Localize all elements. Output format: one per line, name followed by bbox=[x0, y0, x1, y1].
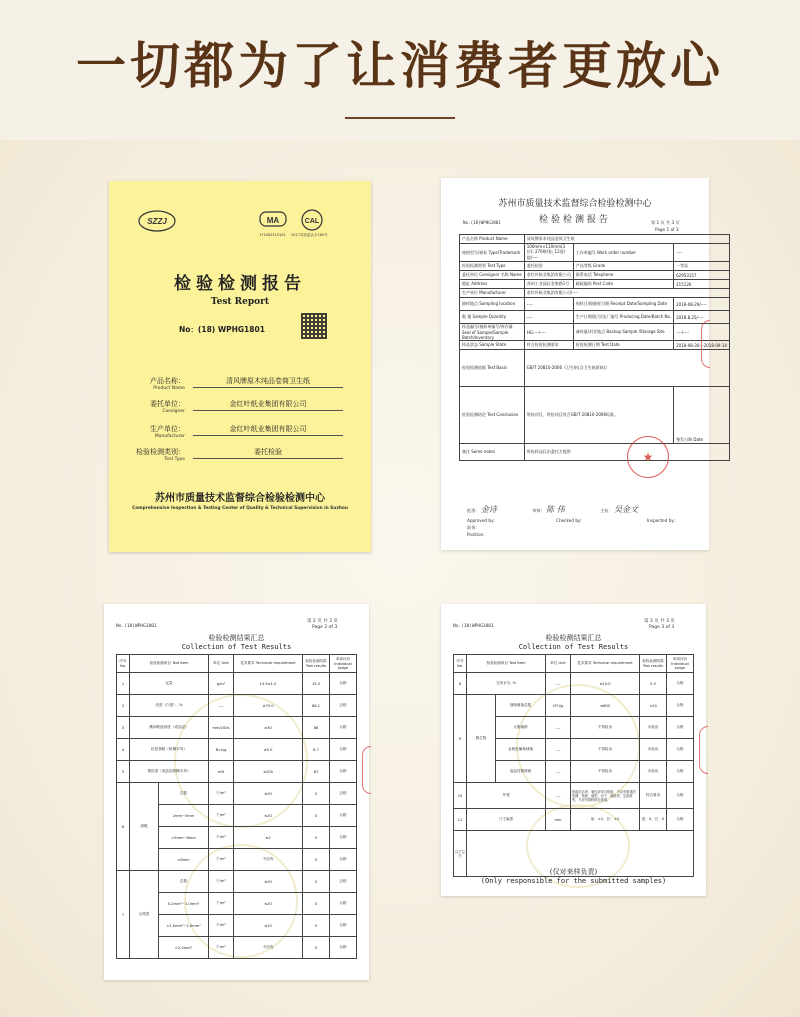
qr-code-icon bbox=[301, 313, 327, 339]
table-cell: 宽：0，长：0 bbox=[640, 809, 667, 831]
edge-seal-icon bbox=[701, 320, 710, 368]
table-cell: 检验检测结论 Test Conclusion bbox=[460, 387, 525, 444]
table-cell: 备注 Some notes bbox=[460, 444, 525, 461]
table-cell: 宽：±2，长：±2 bbox=[571, 809, 640, 831]
p3-title: 检验检测结果汇总 bbox=[545, 634, 602, 642]
table-cell: 以下空白 bbox=[454, 831, 467, 877]
table-cell: 合格 bbox=[330, 783, 357, 805]
table-cell: 个/m² bbox=[209, 893, 234, 915]
p1-info-table bbox=[459, 234, 730, 461]
p3-footer-en: (Only responsible for the submitted samples) bbox=[480, 877, 667, 885]
table-row bbox=[460, 271, 730, 280]
table-cell: 215126 bbox=[674, 280, 730, 289]
table-cell: 2018-08-30---2018-09-14 bbox=[674, 341, 730, 350]
table-cell: 金红叶纸业集团有限公司/---- bbox=[524, 289, 729, 298]
table-cell: 个/m² bbox=[209, 783, 234, 805]
table-cell: 4 bbox=[117, 739, 130, 761]
table-cell: ---- bbox=[524, 311, 573, 324]
p3-page-info-en: Page 3 of 3 bbox=[649, 625, 675, 630]
p2-page-info-en: Page 2 of 3 bbox=[312, 625, 338, 630]
p1-center-name: 苏州市质量技术监督综合检验检测中心 bbox=[498, 199, 652, 209]
table-cell: ≥5.0 bbox=[234, 739, 303, 761]
table-row bbox=[460, 324, 730, 341]
p3-results-table bbox=[453, 654, 694, 877]
p2-results-table bbox=[116, 654, 357, 959]
table-cell: 62953157 bbox=[674, 271, 730, 280]
table-row bbox=[454, 695, 694, 717]
report-page-3 bbox=[441, 604, 706, 896]
table-cell: 0 bbox=[303, 805, 330, 827]
p1-position-en: Position: bbox=[467, 532, 485, 537]
p1-report-no: No.(18)WPHG1801 bbox=[463, 220, 501, 225]
table-cell: 合格 bbox=[667, 809, 694, 831]
table-cell: 生产日期/批号/出厂编号 Producing Date/Batch No. bbox=[573, 311, 673, 324]
table-cell: 8 bbox=[454, 673, 467, 695]
table-cell: 2018.8.25/---- bbox=[674, 311, 730, 324]
table-cell: 联系电话 Telephone bbox=[573, 271, 673, 280]
p1-signatures: 批准： 金诗 审核： 陈 伟 主检： 吴金文 bbox=[467, 505, 638, 514]
table-cell: N·m/g bbox=[209, 739, 234, 761]
table-cell: 合格 bbox=[667, 695, 694, 717]
table-cell: 合格 bbox=[667, 717, 694, 739]
table-cell: ≤20 bbox=[234, 783, 303, 805]
table-cell: 大肠菌群 bbox=[496, 717, 546, 739]
p1-title: 检验检测报告 bbox=[538, 215, 611, 225]
table-cell: ≤600 bbox=[571, 695, 640, 717]
table-cell: 委托单位 Consigner 名称 Name bbox=[460, 271, 525, 280]
table-cell: 抗张指数（纵横平均） bbox=[130, 739, 209, 761]
table-cell: 87 bbox=[303, 761, 330, 783]
table-cell: 15.5 bbox=[303, 673, 330, 695]
table-row bbox=[460, 311, 730, 324]
table-cell: 个/m² bbox=[209, 849, 234, 871]
table-row bbox=[460, 444, 730, 461]
report-page-1 bbox=[441, 178, 727, 550]
table-cell: 洞眼 bbox=[130, 783, 159, 871]
table-cell: 1 bbox=[117, 673, 130, 695]
table-cell: g/m² bbox=[209, 673, 234, 695]
p3-footer: (仅对来样负责) bbox=[549, 868, 598, 876]
table-cell: 检验检测日期 Test Date bbox=[573, 341, 673, 350]
p3-page-info: 第 3 页 共 3 页 bbox=[644, 619, 675, 624]
table-header-row bbox=[117, 655, 357, 673]
headline: 一切都为了让消费者更放心 bbox=[76, 37, 724, 95]
table-cell: 柔软度（成品层纵横平均） bbox=[130, 761, 209, 783]
svg-text:CAL: CAL bbox=[304, 218, 320, 225]
table-row bbox=[117, 871, 357, 893]
table-cell: HG----/---- bbox=[524, 324, 573, 341]
table-cell: 未检出 bbox=[640, 717, 667, 739]
edge-seal-icon bbox=[699, 726, 708, 774]
table-cell: 生产单位 Manufacturer bbox=[460, 289, 525, 298]
table-cell: >5mm~8mm bbox=[159, 827, 209, 849]
table-cell: 金黄色葡萄球菌 bbox=[496, 739, 546, 761]
table-row bbox=[460, 244, 730, 262]
table-row bbox=[454, 673, 694, 695]
table-cell: 数 量 Sample Quantity bbox=[460, 311, 525, 324]
table-cell: ≤200 bbox=[234, 761, 303, 783]
table-cell: 横向吸液高度（成品层） bbox=[130, 717, 209, 739]
table-cell: 金红叶纸业集团有限公司 bbox=[524, 271, 573, 280]
table-cell: ≤2 bbox=[234, 827, 303, 849]
cma-code: 171000110101 bbox=[259, 233, 286, 237]
table-cell: 合格 bbox=[667, 761, 694, 783]
table-cell: 合格 bbox=[330, 849, 357, 871]
table-cell: 技术要求 Technical requirement bbox=[571, 655, 640, 673]
table-cell: 单项评价 Individual Judge bbox=[330, 655, 357, 673]
table-cell: 106mm×110mm(3层); 270格/卷; 12卷/提/---- bbox=[524, 244, 573, 262]
table-cell: 细菌菌落总数 bbox=[496, 695, 546, 717]
table-row bbox=[460, 341, 730, 350]
table-cell: 合格 bbox=[330, 915, 357, 937]
cover-title: 检验检测报告 bbox=[174, 274, 306, 294]
table-cell: ---- bbox=[546, 717, 571, 739]
table-cell: 11 bbox=[454, 809, 467, 831]
table-cell: 备样量/封存地点 Backup Sample /Storage Site bbox=[573, 324, 673, 341]
table-cell: 个/m² bbox=[209, 937, 234, 959]
table-row bbox=[460, 262, 730, 271]
svg-text:MA: MA bbox=[266, 216, 280, 225]
table-cell: GB/T 20810-2006《卫生纸(含卫生纸原纸)》 bbox=[524, 350, 729, 387]
table-cell: ≤10 bbox=[234, 915, 303, 937]
table-cell: ---- bbox=[209, 695, 234, 717]
table-cell: 0 bbox=[303, 915, 330, 937]
table-cell: 合格 bbox=[330, 937, 357, 959]
table-cell: 单位 Unit bbox=[209, 655, 234, 673]
p2-report-no: No.(18)WPHG1801 bbox=[116, 624, 157, 629]
table-cell: 单位 Unit bbox=[546, 655, 571, 673]
table-cell: mN bbox=[209, 761, 234, 783]
table-cell: 合格 bbox=[330, 739, 357, 761]
cma-logo-icon bbox=[259, 211, 287, 237]
table-cell: 序号 No. bbox=[454, 655, 467, 673]
table-cell: ---- bbox=[546, 673, 571, 695]
cover-center-name-en: Comprehensive Inspection & Testing Center of Quality & Technical Supervision in Suzhou bbox=[132, 506, 348, 511]
table-cell: 86.1 bbox=[303, 695, 330, 717]
table-row bbox=[460, 289, 730, 298]
table-cell: 合格 bbox=[667, 783, 694, 809]
table-row bbox=[460, 350, 730, 387]
cover-subtitle: Test Report bbox=[210, 297, 270, 307]
table-cell: 未检出 bbox=[640, 739, 667, 761]
p3-report-no: No.(18)WPHG1801 bbox=[453, 624, 494, 629]
table-cell: 微生物 bbox=[467, 695, 496, 783]
table-cell: 2 bbox=[117, 695, 130, 717]
table-cell: 2mm~5mm bbox=[159, 805, 209, 827]
table-cell: mm bbox=[546, 809, 571, 831]
p1-page-info-en: Page 1 of 3 bbox=[655, 227, 679, 232]
table-cell: 0 bbox=[303, 893, 330, 915]
table-cell: 规格型号/商标 Type/Trademark bbox=[460, 244, 525, 262]
table-cell: 总数 bbox=[159, 871, 209, 893]
table-cell: 不应有 bbox=[234, 849, 303, 871]
table-cell: 9 bbox=[454, 695, 467, 783]
table-cell: 合格 bbox=[330, 761, 357, 783]
table-cell: 符合检验检测要求 bbox=[524, 341, 573, 350]
table-cell: 产品等级 Grade bbox=[573, 262, 673, 271]
table-cell: ----/---- bbox=[674, 324, 730, 341]
table-cell: 合格 bbox=[330, 695, 357, 717]
table-row bbox=[117, 739, 357, 761]
table-row bbox=[117, 695, 357, 717]
table-cell: ≤20 bbox=[234, 893, 303, 915]
table-cell: 6.7 bbox=[303, 739, 330, 761]
table-cell: 68 bbox=[303, 717, 330, 739]
table-row bbox=[117, 761, 357, 783]
table-cell: 苏州工业园区金胜路1号 bbox=[524, 280, 573, 289]
table-cell: ≤10.0 bbox=[571, 673, 640, 695]
table-cell: 符合要求 bbox=[640, 783, 667, 809]
table-cell: >8mm bbox=[159, 849, 209, 871]
p2-page-info: 第 2 页 共 3 页 bbox=[307, 619, 338, 624]
table-row bbox=[117, 673, 357, 695]
table-cell: 一等品 bbox=[674, 262, 730, 271]
table-cell: 0 bbox=[303, 783, 330, 805]
szzj-logo-icon bbox=[137, 209, 177, 233]
table-cell: 检验检测项目 Test Item bbox=[130, 655, 209, 673]
table-cell: 工作单编号 Work order number bbox=[573, 244, 673, 262]
table-cell: 单项评价 Individual Judge bbox=[667, 655, 694, 673]
table-cell: 合格 bbox=[667, 739, 694, 761]
table-row bbox=[460, 280, 730, 289]
table-cell: 不得检出 bbox=[571, 761, 640, 783]
table-cell: ---- bbox=[546, 761, 571, 783]
table-cell: 合格 bbox=[330, 827, 357, 849]
table-row bbox=[454, 783, 694, 809]
cover-report-no: No：(18) WPHG1801 bbox=[179, 325, 265, 334]
official-seal-icon: ★ bbox=[627, 436, 669, 478]
table-cell: 0 bbox=[303, 871, 330, 893]
table-cell: >1.0mm²~2.0mm² bbox=[159, 915, 209, 937]
report-page-2 bbox=[104, 604, 369, 980]
table-cell: 不得检出 bbox=[571, 717, 640, 739]
table-cell: 7 bbox=[117, 871, 130, 959]
table-cell: 个/m² bbox=[209, 827, 234, 849]
p3-title-en: Collection of Test Results bbox=[518, 643, 629, 651]
report-cover: SZZJ MA 171000110101 CAL 2017苏质监认字165号 检验检测报告 Test Report No：(18) WPHG1801 产品名称： Product Name 清风牌原木纯品卷筒卫生纸 委托单位： Consigner 金红叶纸业集团有限公司 生产单位： Manufacturer 金红叶纸业集团有限公司 检验检测类别： Test Type 委托检验 苏州市质量技术监督综合检验检测中心 Comprehensive Inspection & Testing Center of Quality & Technical Supervision in Suzhou bbox=[109, 181, 371, 552]
table-cell: ≥75.0 bbox=[234, 695, 303, 717]
table-row bbox=[117, 783, 357, 805]
table-cell: 合格 bbox=[330, 871, 357, 893]
p1-page-info: 第 1 页 共 3 页 bbox=[651, 220, 680, 225]
table-cell: CFU/g bbox=[546, 695, 571, 717]
table-cell: <20 bbox=[640, 695, 667, 717]
table-cell: ≤20 bbox=[234, 871, 303, 893]
cal-code: 2017苏质监认字165号 bbox=[291, 233, 328, 237]
table-cell: 定量 bbox=[130, 673, 209, 695]
table-row bbox=[117, 717, 357, 739]
table-cell: 0 bbox=[303, 849, 330, 871]
table-cell: 尺寸偏差 bbox=[467, 809, 546, 831]
p1-roles-en: Approved by: Checked by: Inspected by: bbox=[467, 518, 675, 523]
table-cell: 抽样地点 Sampling location bbox=[460, 298, 525, 311]
cal-logo-icon bbox=[291, 209, 328, 238]
table-cell: 5.5 bbox=[640, 673, 667, 695]
table-cell: >2.0mm² bbox=[159, 937, 209, 959]
headline-underline bbox=[345, 117, 455, 119]
table-cell: 合格 bbox=[330, 717, 357, 739]
table-cell: 5 bbox=[117, 761, 130, 783]
table-row bbox=[460, 387, 730, 444]
table-cell: ---- bbox=[546, 783, 571, 809]
table-cell: 检验检测类别 Test Type bbox=[460, 262, 525, 271]
table-cell: 检验检测依据 Test Basis bbox=[460, 350, 525, 387]
table-cell: 尘埃度 bbox=[130, 871, 159, 959]
table-cell: 合格 bbox=[330, 805, 357, 827]
p2-title-en: Collection of Test Results bbox=[181, 643, 292, 651]
table-cell: 签发日期 Date bbox=[674, 387, 730, 444]
table-cell: 外观 bbox=[467, 783, 546, 809]
table-cell: 0.2mm²~1.0mm² bbox=[159, 893, 209, 915]
table-cell: 不得检出 bbox=[571, 739, 640, 761]
table-cell: 检验检测结果 Test results bbox=[640, 655, 667, 673]
table-cell: ≤20 bbox=[234, 805, 303, 827]
p2-title: 检验检测结果汇总 bbox=[208, 634, 265, 642]
table-cell: 6 bbox=[117, 783, 130, 871]
table-cell: 清风牌原木纯品卷筒卫生纸 bbox=[524, 235, 729, 244]
table-cell: 地址 Address bbox=[460, 280, 525, 289]
table-cell: 检验检测结果 Test results bbox=[303, 655, 330, 673]
table-row bbox=[454, 809, 694, 831]
table-cell: 产品名称 Product Name bbox=[460, 235, 525, 244]
table-cell: 14.9±1.0 bbox=[234, 673, 303, 695]
table-row bbox=[460, 235, 730, 244]
table-cell: 交货水分, % bbox=[467, 673, 546, 695]
table-cell: 序号 No. bbox=[117, 655, 130, 673]
table-cell: 合格 bbox=[330, 673, 357, 695]
table-cell: 纸面应洁净，皱纹应均匀细致，不应有明显的死褶、残缺、破损、沙子、硬质块、生纸屑等，不应有掉粉掉毛现象。 bbox=[571, 783, 640, 809]
table-cell: 合格 bbox=[667, 673, 694, 695]
table-cell: 个/m² bbox=[209, 805, 234, 827]
table-cell: 2018-08-29/---- bbox=[674, 298, 730, 311]
table-cell: 委托检验 bbox=[524, 262, 573, 271]
table-cell: 溶血性链球菌 bbox=[496, 761, 546, 783]
table-cell: 10 bbox=[454, 783, 467, 809]
table-cell: 3 bbox=[117, 717, 130, 739]
table-cell: 个/m² bbox=[209, 915, 234, 937]
table-cell: ≥30 bbox=[234, 717, 303, 739]
table-cell: 0 bbox=[303, 827, 330, 849]
table-header-row bbox=[454, 655, 694, 673]
table-cell: 不应有 bbox=[234, 937, 303, 959]
table-cell: 亮度（白度）, % bbox=[130, 695, 209, 717]
cover-center-name: 苏州市质量技术监督综合检验检测中心 bbox=[155, 493, 325, 504]
table-cell: 样品状态 Sample State bbox=[460, 341, 525, 350]
table-cell: 邮政编码 Post Code bbox=[573, 280, 673, 289]
p1-position-label: 职务： bbox=[467, 525, 480, 530]
table-cell: 所检样品仅由委托方提供 bbox=[524, 444, 729, 461]
table-cell: 个/m² bbox=[209, 871, 234, 893]
table-cell: 未检出 bbox=[640, 761, 667, 783]
edge-seal-icon bbox=[362, 746, 371, 794]
table-cell: 技术要求 Technical requirement bbox=[234, 655, 303, 673]
table-cell: 0 bbox=[303, 937, 330, 959]
table-row bbox=[460, 298, 730, 311]
table-cell: ---- bbox=[674, 244, 730, 262]
table-cell: ---- bbox=[546, 739, 571, 761]
table-cell: 到样日期/抽样日期 Receipt Date/Sampling Date bbox=[573, 298, 673, 311]
table-cell: ---- bbox=[524, 298, 573, 311]
table-cell: 合格 bbox=[330, 893, 357, 915]
table-cell: 检验检测项目 Test Item bbox=[467, 655, 546, 673]
table-cell: 样品编号/抽样单编号/库存量 Seal of Sample/Sample Batch/Inventory bbox=[460, 324, 525, 341]
svg-text:SZZJ: SZZJ bbox=[147, 217, 167, 226]
table-cell: 所检项目，所检项目符合GB/T 20810-2006标准。 bbox=[524, 387, 673, 444]
table-cell: 总数 bbox=[159, 783, 209, 805]
table-cell: mm/100s bbox=[209, 717, 234, 739]
